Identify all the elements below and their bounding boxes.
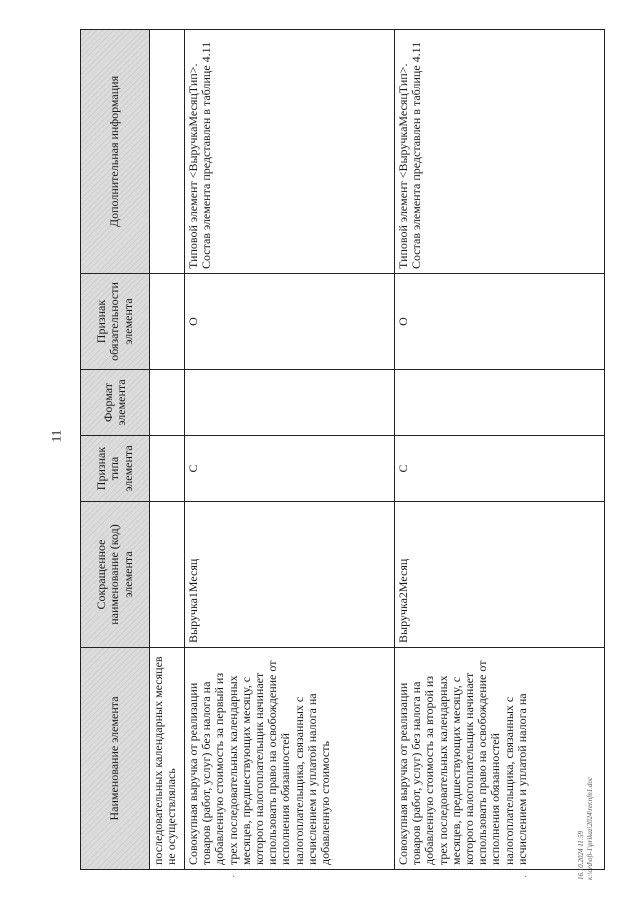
header-additional-info: Дополнительная информация [81,30,150,274]
header-element-code: Сокращенное наименование (код) элемента [81,502,150,648]
header-element-required: Признак обязательности элемента [81,274,150,370]
cell-empty [150,502,185,648]
scan-mark: · [232,872,236,883]
cell-element-code: Выручка2Месяц [395,502,605,648]
footer-date: 16.10.2024 11:59 [577,830,585,880]
cell-element-name: Совокупная выручка от реализации товаров (работ, услуг) без налога на добавленную стоимость за первый из трех последовательных календарных месяцев, предшествующих месяцу, с которого налогоплательщик начинает использовать право на освобождение от исполнения обязанностей налогоплательщика, связанных с исчислением и уплатой налога на добавленную стоимость [185,648,395,870]
header-element-format: Формат элемента [81,370,150,436]
cell-element-format [185,370,395,436]
cell-continuation-text: последовательных календарных месяцев не осуществлялась [150,648,185,870]
cell-element-name: Совокупная выручка от реализации товаров (работ, услуг) без налога на добавленную стоимость за второй из трех последовательных календарных месяцев, предшествующих месяцу, с которого налогоплательщик начинает использовать право на освобождение от исполнения обязанностей налогоплательщика, связанных с исчислением и уплатой налога на [395,648,605,870]
footer-path: к:\ord\ofi-1\prikaz\2024\rer.nfn1.doc [586,776,594,880]
cell-additional-info: Типовой элемент <ВыручкаМесяцТип>. Состав элемента представлен в таблице 4.11 [395,30,605,274]
table-row [395,30,605,870]
cell-additional-info: Типовой элемент <ВыручкаМесяцТип>. Состав элемента представлен в таблице 4.11 [185,30,395,274]
cell-element-type: С [395,436,605,502]
cell-element-code: Выручка1Месяц [185,502,395,648]
footer-print-stamp [577,777,595,880]
table-header-row [81,30,150,870]
cell-empty [150,370,185,436]
scan-mark: · [524,872,528,883]
cell-element-type: С [185,436,395,502]
cell-empty [150,436,185,502]
cell-empty [150,274,185,370]
table-row [185,30,395,870]
header-element-name: Наименование элемента [81,648,150,870]
table-row-continuation [150,30,185,870]
header-element-type: Признак типа элемента [81,436,150,502]
page-number: 11 [48,429,64,443]
elements-table [80,29,605,870]
cell-element-required: О [185,274,395,370]
rotated-table-container [80,30,570,870]
cell-element-format [395,370,605,436]
cell-element-required: О [395,274,605,370]
cell-empty [150,30,185,274]
